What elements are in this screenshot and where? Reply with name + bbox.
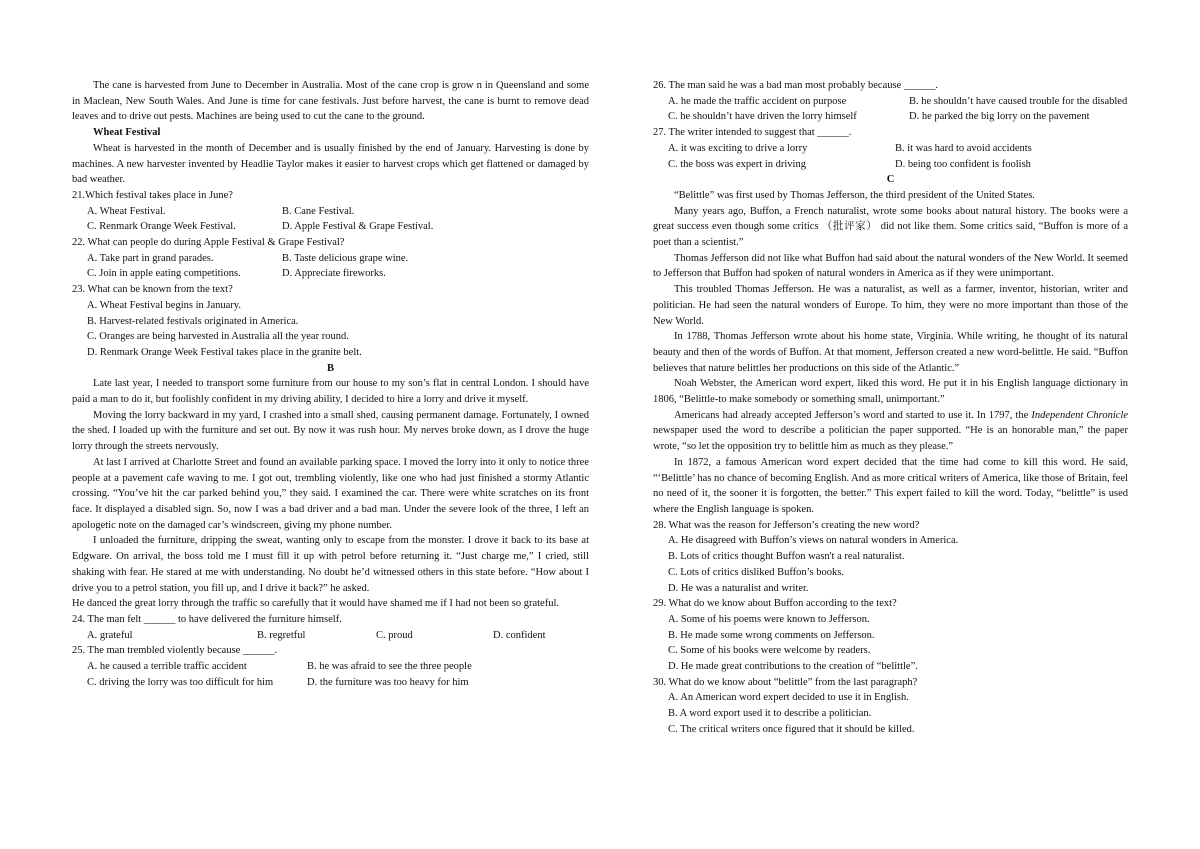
option-25-b: B. he was afraid to see the three people [307,661,472,673]
question-28: 28. What was the reason for Jefferson’s creating the new word? [653,519,920,531]
paragraph-b2: Moving the lorry backward in my yard, I crashed into a small shed, causing permanent damage. Fortunately, I owned the shed. I loaded up with the furniture and set out. By now it was rush hour. My nerves broke down, as I drove the huge lorry through the streets nervously. [72,409,589,453]
option-28-b: B. Lots of critics thought Buffon wasn't a real naturalist. [668,551,905,563]
option-26-b: B. he shouldn’t have caused trouble for the disabled [909,95,1128,107]
option-29-a: A. Some of his poems were known to Jefferson. [668,613,870,625]
paragraph-b5: He danced the great lorry through the traffic so carefully that it would have shamed me if I had not been so grateful. [72,598,560,610]
paragraph-b1: Late last year, I needed to transport some furniture from our house to my son’s flat in central London. I should have paid a man to do it, but foolishly confident in my driving ability, I decided to hire a lorry and drive it myself. [72,378,589,406]
option-27-b: B. it was hard to avoid accidents [895,142,1032,154]
question-27: 27. The writer intended to suggest that ______. [653,127,852,139]
question-24: 24. The man felt ______ to have delivered the furniture himself. [72,613,342,625]
option-23-d: D. Renmark Orange Week Festival takes place in the granite belt. [87,346,362,358]
paragraph-c2: Many years ago, Buffon, a French naturalist, wrote some books about natural history. The books were a great success even though some critics （批评家） did not like them. Some critics said, “Buffon is more of a poet than a scientist.” [653,205,1128,249]
question-29: 29. What do we know about Buffon according to the text? [653,598,897,610]
paragraph-cane: The cane is harvested from June to December in Australia. Most of the cane crop is grow n in Queensland and some in Maclean, New South Wales. And June is time for cane festivals. Just before harvest, the cane is burnt to remove dead leaves and to drive out pests. Machines are being used to cut the cane to the ground. [72,80,589,123]
option-26-d: D. he parked the big lorry on the pavement [909,111,1090,123]
paragraph-c6: Noah Webster, the American word expert, liked this word. He put it in his English language dictionary in 1806, “Belittle-to make somebody or something small, unimportant.” [653,378,1128,406]
option-27-c: C. the boss was expert in driving [668,158,806,170]
option-27-a: A. it was exciting to drive a lorry [668,142,808,154]
option-22-a: A. Take part in grand parades. [87,252,214,264]
option-27-d: D. being too confident is foolish [895,158,1031,170]
paragraph-c7-end: newspaper used the word to describe a politician the paper supported. “He is an honorable man,” the paper wrote, “so let the opposition try to belittle him as much as they please.” [653,425,1128,453]
question-22: 22. What can people do during Apple Festival & Grape Festival? [72,237,345,249]
left-column [72,78,589,690]
question-30-options [653,690,1128,737]
paragraph-c7 [653,408,1128,455]
option-28-c: C. Lots of critics disliked Buffon’s books. [668,566,844,578]
question-29-options [653,612,1128,675]
right-column [653,78,1128,738]
question-21: 21.Which festival takes place in June? [72,189,233,201]
paragraph-c3: Thomas Jefferson did not like what Buffon had said about the natural wonders of the New World. It seemed to Jefferson that Buffon had spoken of natural wonders in America as if they were unimportant. [653,252,1128,280]
question-25: 25. The man trembled violently because ______. [72,645,278,657]
question-25-options [72,659,589,690]
option-22-b: B. Taste delicious grape wine. [282,252,409,264]
newspaper-title: Independent Chronicle [1031,409,1128,421]
question-24-options [72,628,589,644]
option-29-b: B. He made some wrong comments on Jefferson. [668,629,875,641]
option-28-a: A. He disagreed with Buffon’s views on natural wonders in America. [668,535,959,547]
paragraph-b3: At last I arrived at Charlotte Street and found an available parking space. I moved the lorry into it only to notice three people at a pavement cafe waving to me. I got out, trembling violently, like one who had just finished a stormy Atlantic crossing. “You’ve hit the car parked behind you,” they said. I examined the car. There were white scratches on its front face. It displayed a disabled sign. So, now I was a bad driver and a bad man. Under the severe look of the three, I left an apologetic note on the damaged car’s windscreen, giving my phone number. [72,456,589,531]
option-25-d: D. the furniture was too heavy for him [307,676,469,688]
option-30-c: C. The critical writers once figured that it should be killed. [668,723,915,735]
question-22-options [72,251,589,282]
paragraph-wheat: Wheat is harvested in the month of December and is usually finished by the end of January. Harvesting is done by machines. A new harvester invented by Headlie Taylor makes it easier to harvest crops which get flattened or damaged by bad weather. [72,142,589,186]
paragraph-c7-start: Americans had already accepted Jefferson’s word and started to use it. In 1797, the [674,409,1032,421]
option-21-c: C. Renmark Orange Week Festival. [87,221,236,233]
option-22-c: C. Join in apple eating competitions. [87,268,241,280]
paragraph-c8: In 1872, a famous American word expert decided that the time had come to kill this word. He said, “‘Belittle’ has no chance of becoming English. And as more critical writers of America, like those of Britain, feel no need of it, the sooner it is forgotten, the better.” This expert failed to kill the word. Today, “belittle” is used where the English language is spoken. [653,456,1128,515]
question-21-options [72,204,589,235]
paragraph-c5: In 1788, Thomas Jefferson wrote about his home state, Virginia. While writing, he thought of its natural beauty and then of the words of Buffon. At that moment, Jefferson created a new word-belittle. He said. “Buffon believes that nature belittles her productions on this side of the Atlantic.” [653,331,1128,374]
question-30: 30. What do we know about “belittle” from the last paragraph? [653,676,918,688]
option-24-b: B. regretful [257,629,306,641]
option-25-c: C. driving the lorry was too difficult for him [87,676,274,688]
paragraph-c4: This troubled Thomas Jefferson. He was a naturalist, as well as a farmer, inventor, historian, writer and politician. He had seen the natural wonders of Europe. To him, they were no more important than those of the New World. [653,284,1128,327]
option-30-a: A. An American word expert decided to use it in English. [668,692,909,704]
option-21-b: B. Cane Festival. [282,205,355,217]
option-24-d: D. confident [493,629,546,641]
heading-wheat-festival: Wheat Festival [93,127,161,139]
option-28-d: D. He was a naturalist and writer. [668,582,809,594]
option-26-a: A. he made the traffic accident on purpose [668,95,847,107]
paragraph-b4: I unloaded the furniture, dripping the sweat, wanting only to escape from the monster. I drove it back to its base at Edgware. On arrival, the boss told me I must fill it up with petrol before returning it. “Just charge me,” I cried, still shaking with fear. He stared at me with understanding. No doubt he’d witnessed others in this state before. “How about I drive you to a petrol station, you fill up, and I drive it back?” he asked. [72,535,589,594]
option-24-a: A. grateful [87,629,133,641]
option-21-a: A. Wheat Festival. [87,205,166,217]
question-26: 26. The man said he was a bad man most probably because ______. [653,80,938,91]
question-23-options [72,298,589,361]
question-28-options [653,533,1128,596]
option-29-d: D. He made great contributions to the creation of “belittle”. [668,661,918,673]
option-23-c: C. Oranges are being harvested in Australia all the year round. [87,331,349,343]
question-26-options [653,94,1128,125]
paragraph-c1: “Belittle” was first used by Thomas Jefferson, the third president of the United States. [674,189,1035,201]
option-30-b: B. A word export used it to describe a politician. [668,708,872,720]
option-22-d: D. Appreciate fireworks. [282,268,386,280]
option-24-c: C. proud [376,629,413,641]
option-29-c: C. Some of his books were welcome by readers. [668,645,871,657]
option-23-a: A. Wheat Festival begins in January. [87,299,241,311]
option-26-c: C. he shouldn’t have driven the lorry himself [668,111,857,123]
option-25-a: A. he caused a terrible traffic accident [87,661,247,673]
question-27-options [653,141,1128,172]
question-23: 23. What can be known from the text? [72,284,233,296]
option-23-b: B. Harvest-related festivals originated in America. [87,315,299,327]
section-b-heading: B [326,362,334,374]
section-c-heading: C [886,174,895,186]
option-21-d: D. Apple Festival & Grape Festival. [282,221,434,233]
